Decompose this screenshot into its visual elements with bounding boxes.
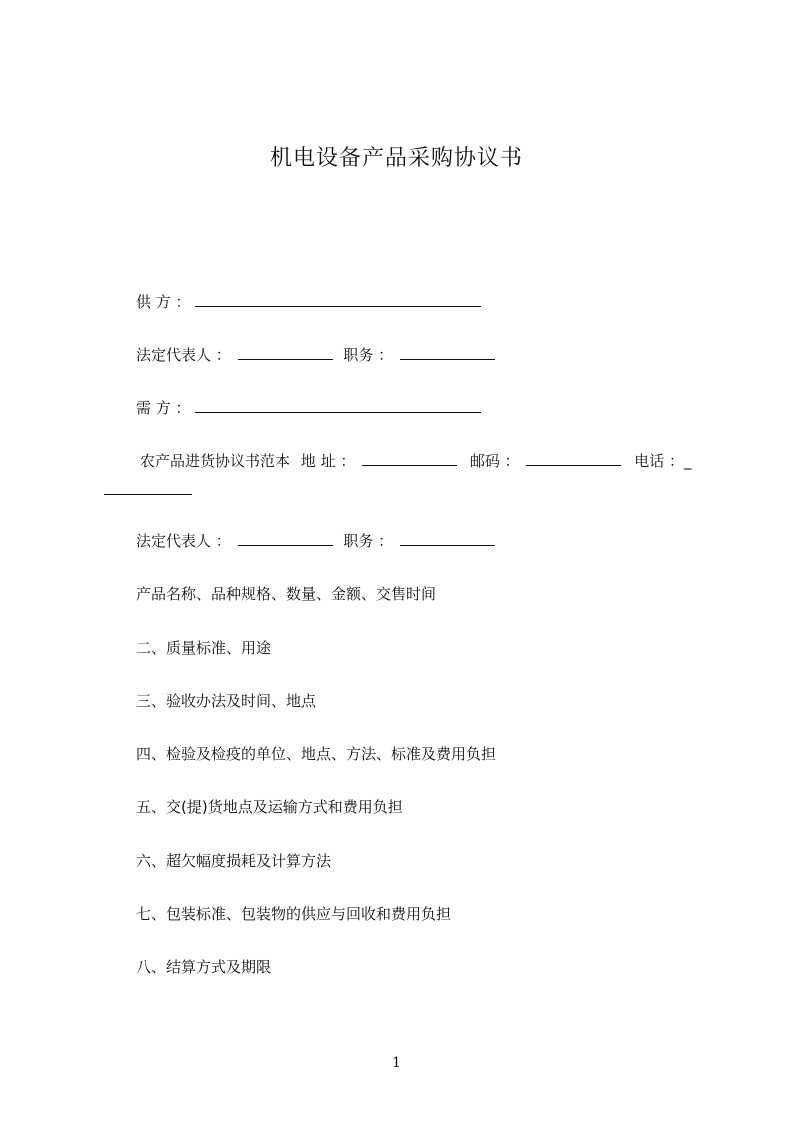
buyer-rep-label: 法定代表人 ：	[136, 532, 231, 550]
address-blank	[362, 453, 457, 466]
section-item: 五、交(提)货地点及运输方式和费用负担	[136, 798, 403, 816]
address-row	[140, 451, 692, 471]
supplier-rep-label: 法定代表人 ：	[136, 346, 231, 364]
buyer-position-blank	[400, 533, 495, 546]
postcode-blank	[526, 453, 621, 466]
buyer-rep-blank	[238, 533, 333, 546]
phone-continuation	[104, 480, 192, 500]
address-prefix: 农产品进货协议书范本	[140, 452, 291, 470]
supplier-rep-row	[136, 345, 495, 365]
buyer-blank	[195, 400, 481, 413]
section-item: 三、验收办法及时间、地点	[136, 692, 317, 710]
section-item: 产品名称、品种规格、数量、金额、交售时间	[136, 585, 437, 603]
page-number: 1	[392, 1055, 401, 1071]
section-item: 四、检验及检疫的单位、地点、方法、标准及费用负担	[136, 745, 497, 763]
supplier-label: 供 方 ：	[136, 293, 191, 311]
document-title: 机电设备产品采购协议书	[269, 146, 523, 171]
buyer-rep-row	[136, 531, 495, 551]
phone-blank	[104, 482, 192, 495]
supplier-position-label: 职务 ：	[343, 346, 394, 364]
section-item: 七、包装标准、包装物的供应与回收和费用负担	[136, 905, 452, 923]
buyer-position-label: 职务 ：	[343, 532, 394, 550]
buyer-row	[136, 398, 481, 418]
supplier-position-blank	[400, 347, 495, 360]
postcode-label: 邮码 ：	[469, 452, 520, 470]
section-item: 二、质量标准、用途	[136, 639, 272, 657]
buyer-label: 需 方 ：	[136, 399, 191, 417]
supplier-blank	[195, 294, 481, 307]
supplier-row	[136, 292, 481, 312]
section-item: 八、结算方式及期限	[136, 958, 272, 976]
address-label: 地 址 ：	[300, 452, 356, 470]
phone-label: 电话 ：_	[634, 452, 692, 470]
section-item: 六、超欠幅度损耗及计算方法	[136, 852, 332, 870]
supplier-rep-blank	[238, 347, 333, 360]
